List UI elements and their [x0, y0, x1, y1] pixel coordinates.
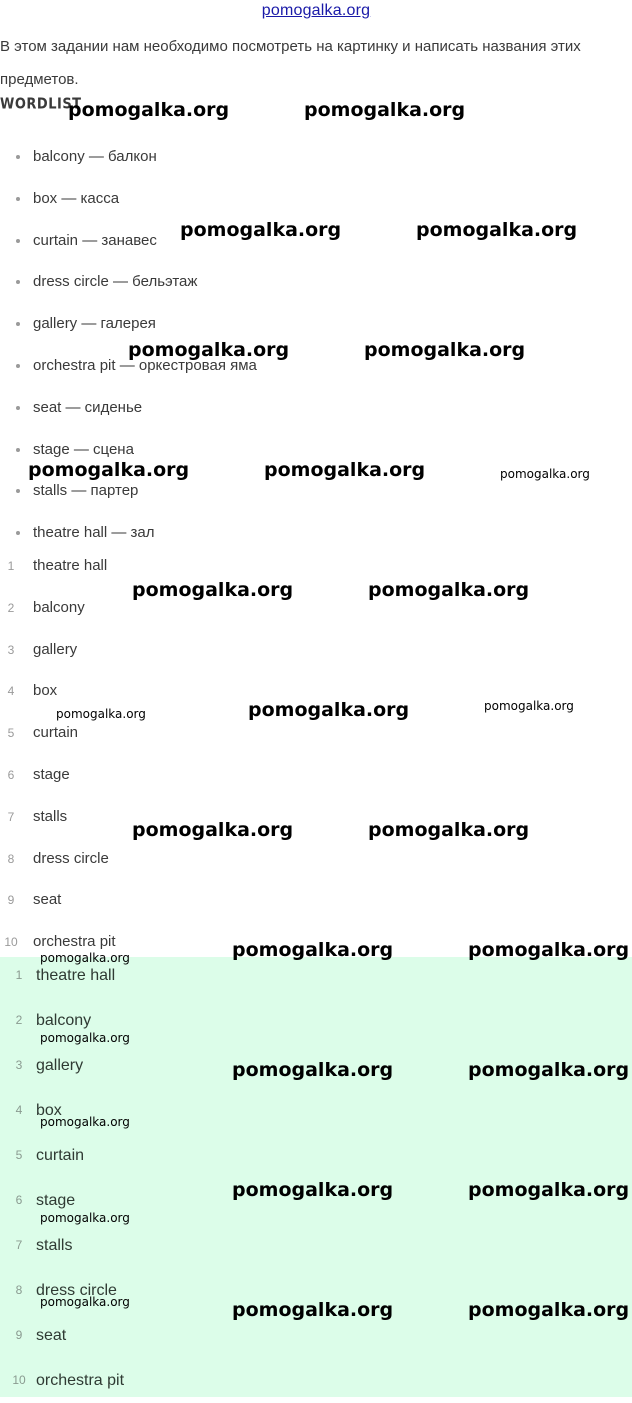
item-text: balcony	[33, 598, 85, 616]
answer-number: 5	[15, 1148, 23, 1162]
watermark: pomogalka.org	[416, 219, 578, 241]
watermark: pomogalka.org	[364, 339, 526, 361]
item-text: stalls	[33, 807, 68, 825]
wordlist-item	[0, 261, 257, 303]
watermark: pomogalka.org	[368, 819, 530, 841]
item-number: 5	[7, 726, 15, 741]
item-number: 4	[7, 684, 15, 699]
numbered-list-item	[0, 587, 116, 629]
bullet-icon	[16, 322, 20, 326]
answer-text: box	[36, 1102, 62, 1119]
item-number: 1	[7, 559, 15, 573]
bullet-icon	[16, 197, 20, 201]
watermark: pomogalka.org	[500, 467, 590, 481]
watermark: pomogalka.org	[264, 459, 426, 481]
wordlist-item-text: seat — сиденье	[33, 398, 143, 416]
answer-item	[0, 1358, 124, 1403]
answer-number: 6	[15, 1193, 23, 1207]
answer-text: curtain	[36, 1147, 85, 1164]
item-number: 2	[7, 600, 15, 615]
watermark: pomogalka.org	[468, 1299, 630, 1321]
numbered-list-item	[0, 838, 116, 880]
answer-text: theatre hall	[36, 967, 116, 984]
watermark: pomogalka.org	[468, 939, 630, 961]
bullet-icon	[16, 531, 20, 535]
watermark: pomogalka.org	[68, 99, 230, 121]
item-text: seat	[33, 891, 62, 909]
answer-number: 10	[12, 1373, 26, 1387]
wordlist-item	[0, 178, 257, 220]
watermark: pomogalka.org	[56, 707, 146, 721]
wordlist-item-text: stage — сцена	[33, 440, 134, 458]
wordlist-item-text: dress circle — бельэтаж	[33, 273, 198, 291]
answer-box	[0, 957, 632, 1397]
bullet-icon	[16, 155, 20, 159]
wordlist-item-text: theatre hall — зал	[33, 524, 155, 542]
intro-text: В этом задании нам необходимо посмотреть на картинку и написать названия этих предметов.	[0, 38, 581, 88]
bullet-icon	[16, 406, 20, 410]
wordlist-title: WORDLIST	[0, 96, 82, 114]
bullet-icon	[16, 239, 20, 243]
answer-text: orchestra pit	[36, 1372, 125, 1389]
watermark: pomogalka.org	[180, 219, 342, 241]
numbered-list-item	[0, 754, 116, 796]
watermark: pomogalka.org	[304, 99, 466, 121]
watermark: pomogalka.org	[232, 1059, 394, 1081]
numbered-list-item	[0, 796, 116, 838]
watermark: pomogalka.org	[28, 459, 190, 481]
wordlist-item-text: box — касса	[33, 189, 120, 207]
watermark: pomogalka.org	[468, 1059, 630, 1081]
item-text: stage	[33, 765, 70, 783]
watermark: pomogalka.org	[368, 579, 530, 601]
answer-item	[0, 1313, 124, 1358]
bullet-icon	[16, 489, 20, 493]
watermark: pomogalka.org	[232, 1299, 394, 1321]
site-link[interactable]: pomogalka.org	[261, 2, 371, 19]
wordlist-item-text: balcony — балкон	[33, 148, 157, 165]
watermark: pomogalka.org	[132, 819, 294, 841]
answer-text: stage	[36, 1192, 76, 1209]
item-number: 9	[7, 893, 15, 908]
wordlist-item-text: gallery — галерея	[33, 315, 156, 333]
item-number: 3	[7, 642, 15, 657]
item-text: theatre hall	[33, 557, 108, 574]
watermark: pomogalka.org	[40, 1031, 130, 1045]
answer-number: 7	[15, 1238, 23, 1252]
answer-item	[0, 1223, 124, 1268]
watermark: pomogalka.org	[232, 939, 394, 961]
answer-number: 9	[15, 1328, 23, 1342]
watermark: pomogalka.org	[40, 1115, 130, 1129]
wordlist-item	[0, 136, 257, 178]
bullet-icon	[16, 448, 20, 452]
numbered-list-item	[0, 545, 116, 587]
item-number: 8	[7, 851, 15, 866]
item-text: dress circle	[33, 849, 109, 867]
answer-text: dress circle	[36, 1282, 117, 1299]
answer-number: 4	[15, 1103, 23, 1117]
item-text: orchestra pit	[33, 933, 116, 951]
bullet-icon	[16, 364, 20, 368]
numbered-list-item	[0, 879, 116, 921]
wordlist-item-text: stalls — партер	[33, 482, 139, 500]
numbered-list-item	[0, 629, 116, 671]
watermark: pomogalka.org	[484, 699, 574, 713]
watermark: pomogalka.org	[248, 699, 410, 721]
answer-number: 1	[15, 968, 23, 982]
answer-text: gallery	[36, 1057, 84, 1074]
item-number: 7	[7, 809, 15, 824]
item-number: 6	[7, 767, 15, 782]
answer-list	[0, 953, 124, 1403]
answer-item	[0, 1133, 124, 1178]
watermark: pomogalka.org	[128, 339, 290, 361]
watermark: pomogalka.org	[40, 1211, 130, 1225]
item-text: curtain	[33, 724, 79, 742]
wordlist-item-text: curtain — занавес	[33, 231, 157, 249]
answer-number: 2	[15, 1013, 23, 1027]
item-number: 10	[4, 935, 18, 950]
watermark: pomogalka.org	[468, 1179, 630, 1201]
watermark: pomogalka.org	[40, 1295, 130, 1309]
wordlist-item	[0, 387, 257, 429]
watermark: pomogalka.org	[40, 951, 130, 965]
item-text: box	[33, 682, 58, 700]
answer-text: balcony	[36, 1012, 92, 1029]
item-text: gallery	[33, 640, 78, 658]
bullet-icon	[16, 280, 20, 284]
answer-number: 3	[15, 1058, 23, 1072]
watermark: pomogalka.org	[232, 1179, 394, 1201]
numbered-list	[0, 545, 116, 963]
answer-number: 8	[15, 1283, 23, 1297]
numbered-list-item	[0, 670, 116, 712]
answer-text: stalls	[36, 1237, 73, 1254]
answer-item	[0, 1043, 124, 1088]
answer-text: seat	[36, 1327, 67, 1344]
wordlist-item-text: orchestra pit — оркестровая яма	[33, 356, 257, 374]
watermark: pomogalka.org	[132, 579, 294, 601]
